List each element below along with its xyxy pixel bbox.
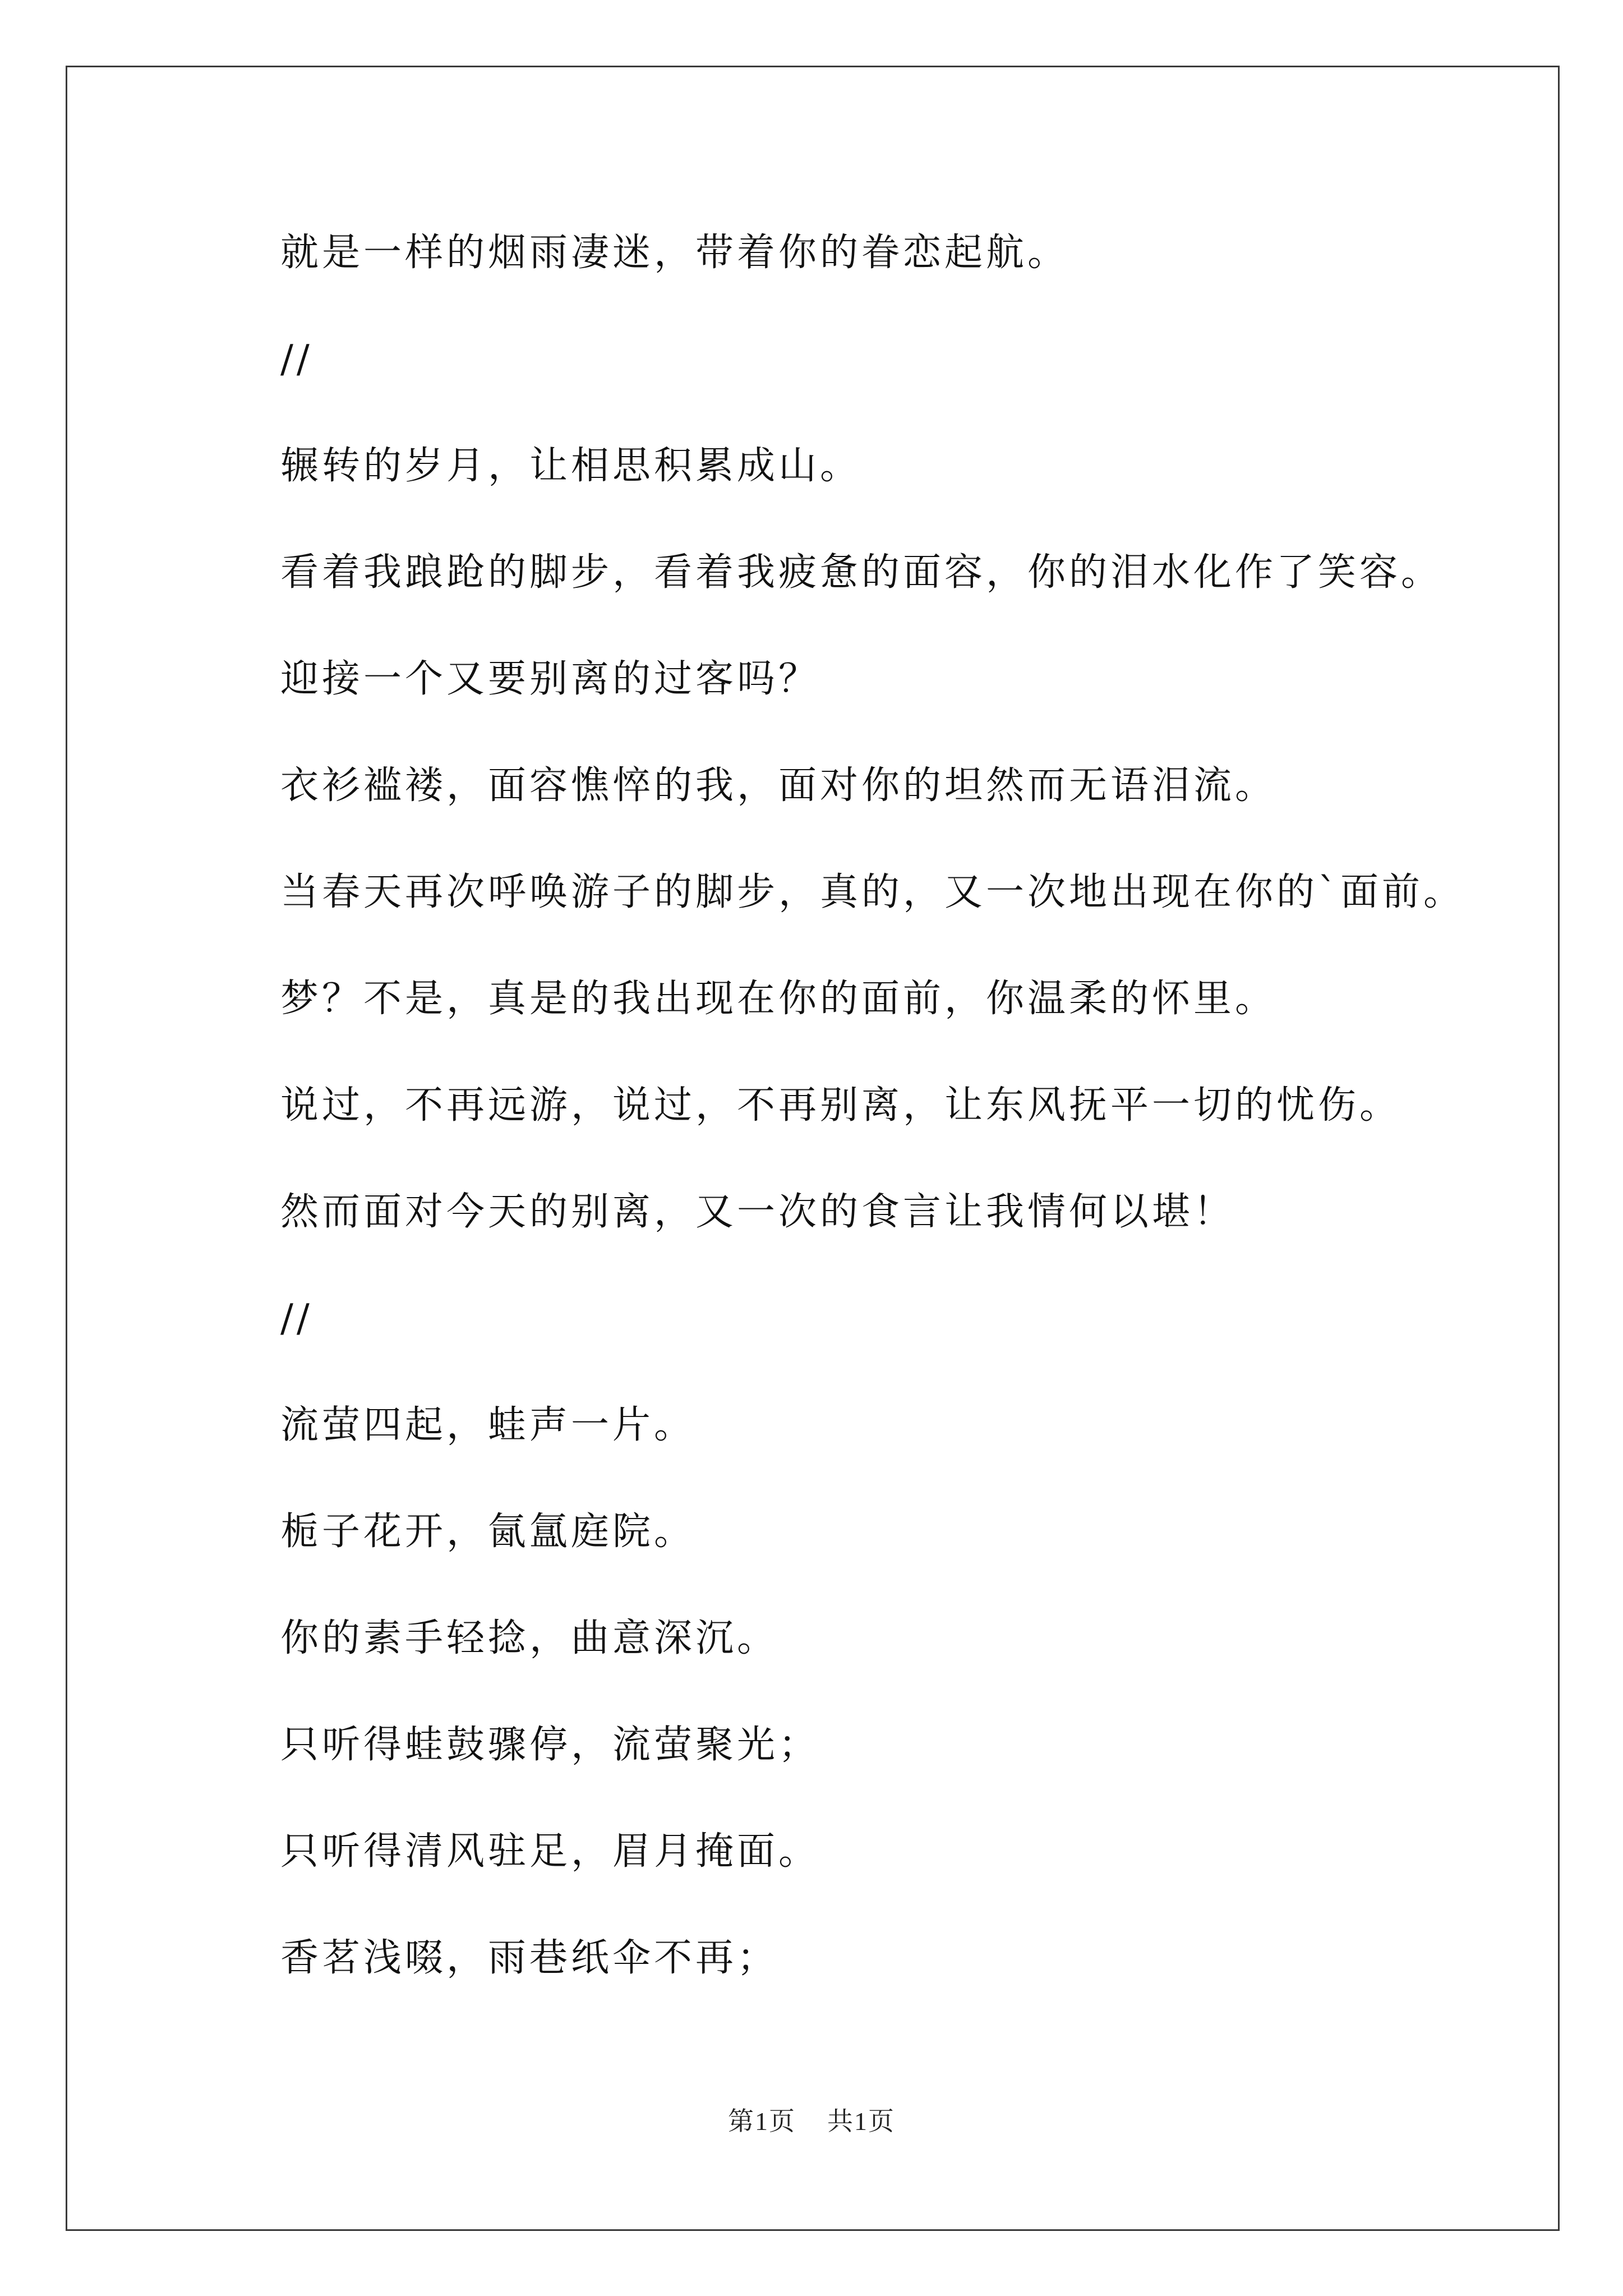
page-footer [0, 2101, 1623, 2138]
section-divider: // [280, 337, 313, 381]
text-line: 流萤四起，蛙声一片。 [280, 1403, 696, 1447]
text-line: 看着我踉跄的脚步，看着我疲惫的面容，你的泪水化作了笑容。 [280, 550, 1443, 595]
document-body [280, 217, 1503, 2028]
text-line: 只听得清风驻足，眉月掩面。 [280, 1829, 820, 1874]
text-line: 香茗浅啜，雨巷纸伞不再； [280, 1936, 779, 1980]
text-line: 然而面对今天的别离，又一次的食言让我情何以堪！ [280, 1190, 1235, 1234]
section-divider: // [280, 1296, 313, 1341]
text-line: 说过，不再远游，说过，不再别离，让东风抚平一切的忧伤。 [280, 1083, 1401, 1128]
text-line: 栀子花开，氤氲庭院。 [280, 1510, 696, 1554]
page-count: 共1页 [827, 2107, 895, 2136]
text-line: 迎接一个又要别离的过客吗？ [280, 657, 820, 701]
text-line: 只听得蛙鼓骤停，流萤聚光； [280, 1723, 820, 1767]
text-line: 就是一样的烟雨凄迷，带着你的眷恋起航。 [280, 231, 1069, 275]
text-line: 你的素手轻捻，曲意深沉。 [280, 1616, 779, 1660]
text-line: 梦？不是，真是的我出现在你的面前，你温柔的怀里。 [280, 977, 1277, 1021]
text-line: 当春天再次呼唤游子的脚步，真的，又一次地出现在你的`面前。 [280, 870, 1465, 914]
page-number: 第1页 [728, 2107, 796, 2136]
text-line: 衣衫褴褛，面容憔悴的我，面对你的坦然而无语泪流。 [280, 763, 1277, 808]
text-line: 辗转的岁月，让相思积累成山。 [280, 444, 862, 488]
